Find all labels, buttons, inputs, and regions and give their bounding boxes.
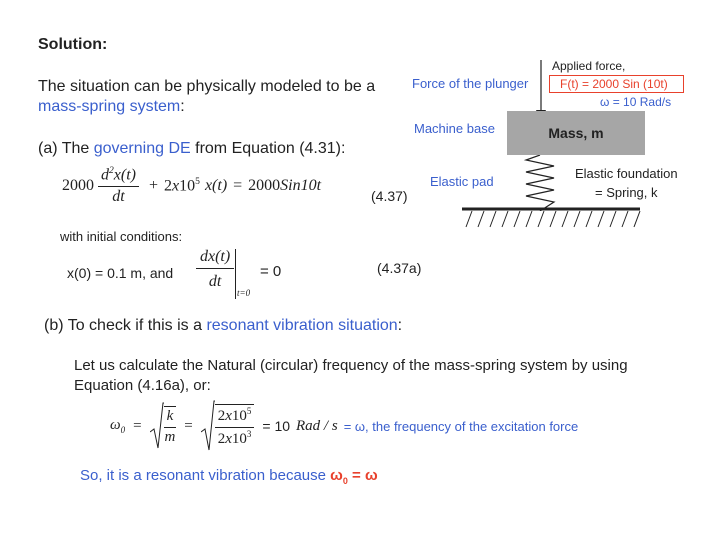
conclusion <box>80 467 378 486</box>
second-derivative-fraction: $\frac{d^2x(t)}{dt}$ <box>98 166 139 206</box>
evaluation-bar <box>235 249 236 299</box>
omega-value-label: ω = 10 Rad/s <box>600 95 672 109</box>
evaluation-point: t=0 <box>237 288 251 298</box>
radical-sign-icon <box>150 402 164 450</box>
sqrt-k-over-m: $\frac{k}{m}$ <box>150 402 177 450</box>
ic-dx: dx(t) <box>196 248 234 269</box>
de-coef-2: $2x10^5$ <box>164 176 200 195</box>
radical-sign-2-icon <box>201 400 215 452</box>
ic-rhs: = 0 <box>260 263 282 280</box>
with-initial-conditions: with initial conditions: <box>60 229 183 244</box>
ground-hatch-icon <box>462 207 642 229</box>
de-plus: + <box>149 176 159 194</box>
excitation-frequency-note: = ω, the frequency of the excitation force <box>343 418 579 434</box>
part-b-suffix: : <box>397 317 403 334</box>
part-b-prefix: (b) To check if this is a <box>44 317 207 334</box>
conclusion-text: So, it is a resonant vibration because <box>80 467 331 484</box>
omega-eq-2: = <box>184 417 193 434</box>
mass-spring-figure <box>410 55 710 235</box>
ic-dt: dt <box>208 273 222 290</box>
part-a-suffix: from Equation (4.31): <box>190 140 346 157</box>
part-a-prefix: (a) The <box>38 140 94 157</box>
omega-0: $\omega_0$ <box>110 417 126 435</box>
omega-unit: Rad / s <box>296 417 338 434</box>
part-b-heading <box>44 317 402 335</box>
de-rhs-sin: Sin10t <box>280 176 322 194</box>
elastic-pad-label: Elastic pad <box>430 174 494 189</box>
intro-line-1: The situation can be physically modeled to be a <box>38 78 376 95</box>
equation-label-437: (4.37) <box>371 188 408 204</box>
solution-heading: Solution: <box>38 36 108 53</box>
intro-line-2 <box>38 98 185 116</box>
omega-eq-1: = <box>133 417 142 434</box>
ic-x0: x(0) = 0.1 m, and <box>67 265 174 281</box>
equation-label-437a: (4.37a) <box>377 260 422 276</box>
governing-de-term: governing DE <box>93 140 191 157</box>
de-coef-1: 2000 <box>62 176 94 194</box>
mass-block: Mass, m <box>507 111 645 155</box>
natural-frequency-equation <box>110 398 578 454</box>
calc-line-2: Equation (4.16a), or: <box>74 377 211 394</box>
machine-base-label: Machine base <box>414 121 495 136</box>
spring-k-label: = Spring, k <box>595 185 658 200</box>
governing-equation <box>62 166 321 206</box>
force-formula-box: F(t) = 2000 Sin (10t) <box>549 75 684 93</box>
conclusion-omega: $\omega_0 = \omega$ <box>330 467 378 486</box>
applied-force-label: Applied force, <box>552 59 626 73</box>
de-x-term: x(t) <box>204 176 228 194</box>
ic-derivative-fraction <box>196 248 234 291</box>
omega-result: = 10 <box>262 418 291 434</box>
elastic-foundation-label: Elastic foundation <box>575 166 678 181</box>
intro-colon: : <box>180 98 185 115</box>
de-equals: = <box>233 176 243 194</box>
plunger-label: Force of the plunger <box>412 76 529 91</box>
spring-icon <box>520 155 560 211</box>
calc-line-1: Let us calculate the Natural (circular) frequency of the mass-spring system by using <box>74 357 628 374</box>
mass-spring-term: mass-spring system <box>38 98 181 115</box>
resonant-term: resonant vibration situation <box>206 317 398 334</box>
sqrt-numeric: $\frac{2x10^5}{2x10^3}$ <box>201 400 255 452</box>
de-rhs-coef: 2000 <box>248 176 281 194</box>
part-a-heading <box>38 140 345 158</box>
